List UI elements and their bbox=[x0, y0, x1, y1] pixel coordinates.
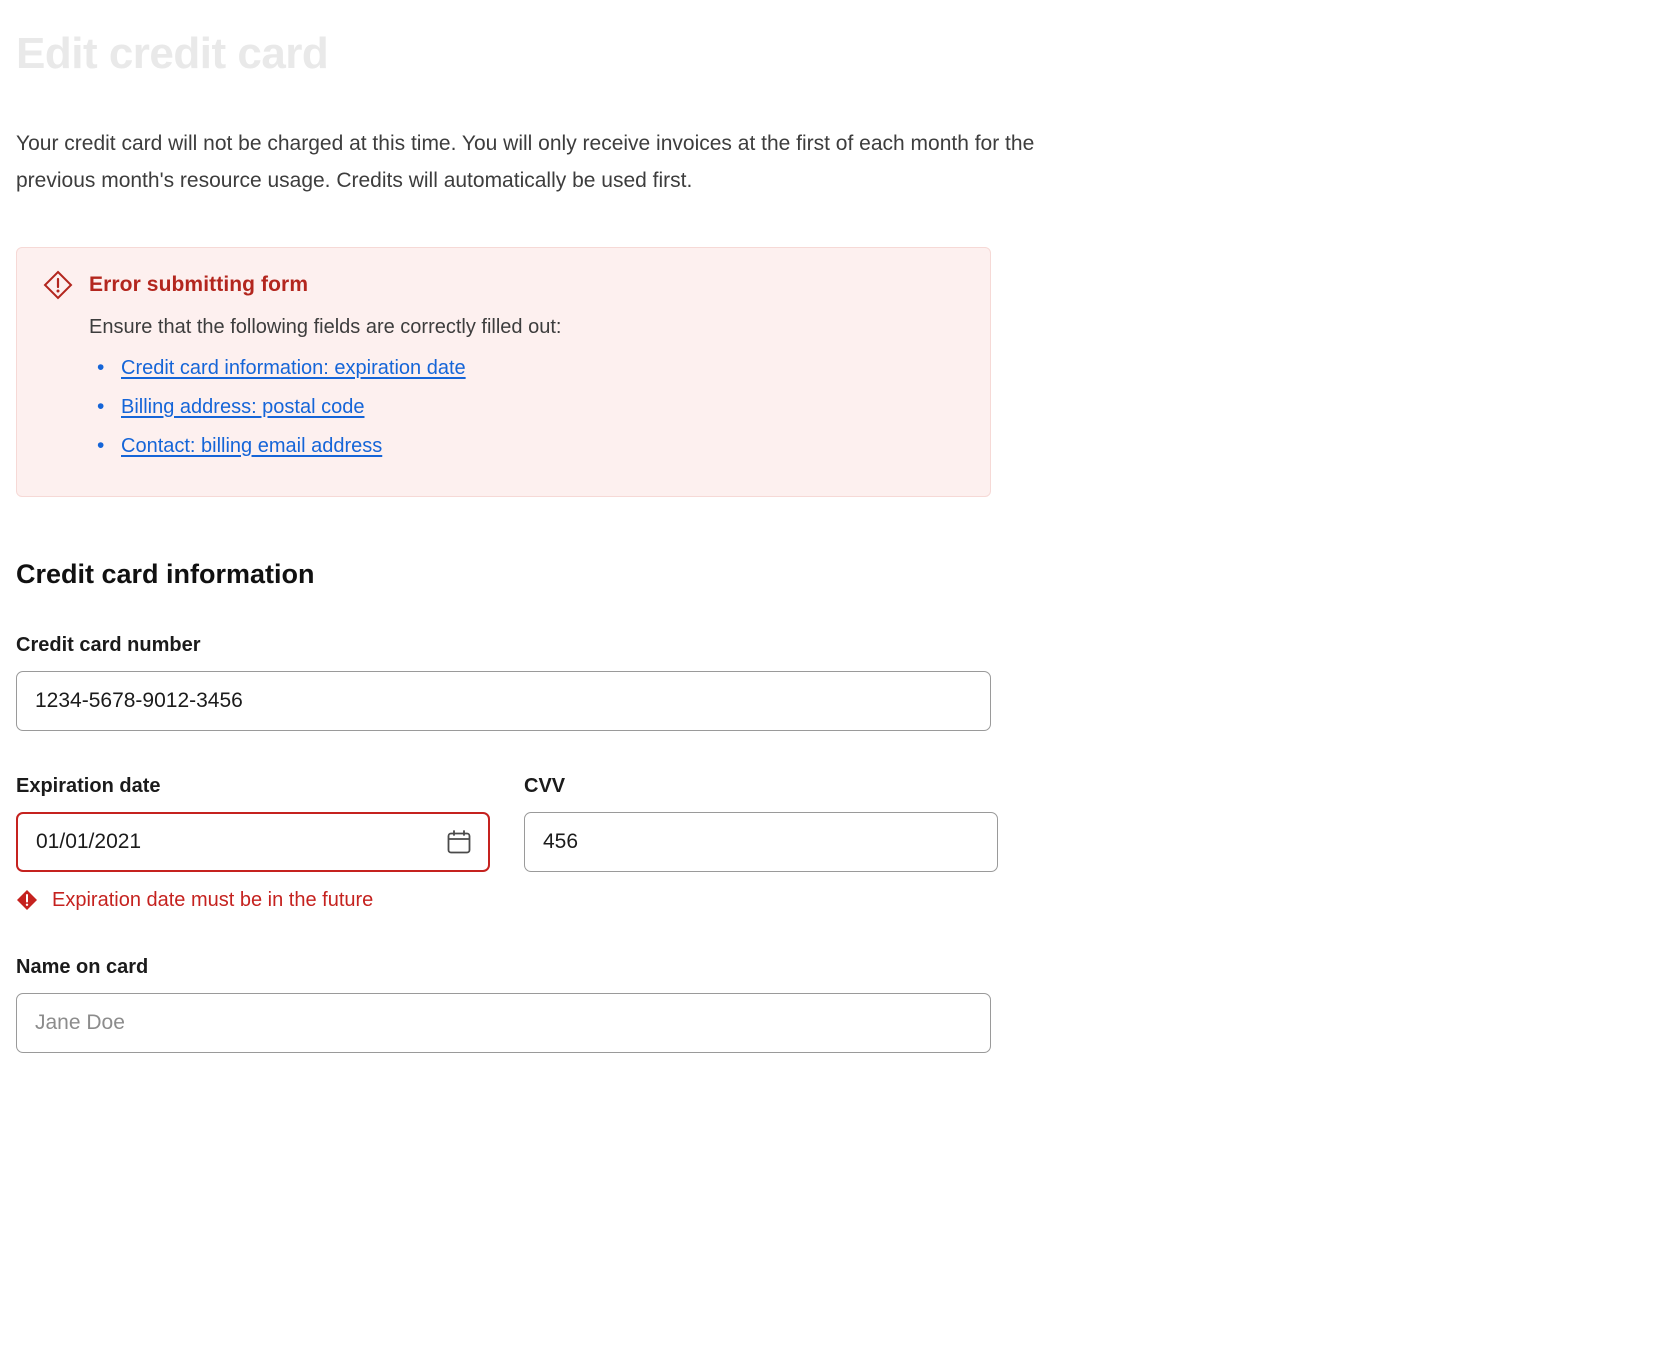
alert-header bbox=[43, 270, 964, 300]
page-title: Edit credit card bbox=[16, 29, 329, 78]
name-on-card-input[interactable] bbox=[16, 993, 991, 1053]
intro-text: Your credit card will not be charged at this time. You will only receive invoices at the first of each month for the previous month's resource usage. Credits will automatically be used first. bbox=[16, 132, 1035, 192]
list-item bbox=[89, 353, 964, 384]
error-filled-icon bbox=[16, 889, 38, 911]
alert-subtitle: Ensure that the following fields are correctly filled out: bbox=[89, 315, 562, 338]
expiration-date-input[interactable] bbox=[16, 812, 490, 872]
error-link-billing-email[interactable]: Contact: billing email address bbox=[121, 434, 383, 457]
alert-error-list bbox=[89, 353, 964, 462]
cvv-field bbox=[524, 731, 998, 912]
expiration-cvv-row bbox=[16, 731, 1672, 912]
error-link-postal-code[interactable]: Billing address: postal code bbox=[121, 395, 365, 418]
expiration-date-error bbox=[16, 889, 490, 912]
edit-credit-card-page bbox=[0, 30, 1672, 1053]
cvv-input[interactable] bbox=[524, 812, 998, 872]
credit-card-number-input[interactable] bbox=[16, 671, 991, 731]
expiration-date-error-text: Expiration date must be in the future bbox=[52, 888, 374, 911]
list-item bbox=[89, 431, 964, 462]
calendar-icon[interactable] bbox=[446, 829, 472, 855]
form-error-alert bbox=[16, 247, 991, 497]
expiration-date-field bbox=[16, 731, 490, 912]
section-title-credit-card-information: Credit card information bbox=[16, 558, 315, 589]
label-cvv: CVV bbox=[524, 774, 566, 797]
label-credit-card-number: Credit card number bbox=[16, 633, 201, 656]
list-item bbox=[89, 392, 964, 423]
error-link-expiration-date[interactable]: Credit card information: expiration date bbox=[121, 356, 466, 379]
error-diamond-icon bbox=[43, 270, 73, 300]
alert-title: Error submitting form bbox=[89, 272, 309, 296]
expiration-date-input-wrap bbox=[16, 812, 490, 872]
label-name-on-card: Name on card bbox=[16, 955, 149, 978]
label-expiration-date: Expiration date bbox=[16, 774, 161, 797]
